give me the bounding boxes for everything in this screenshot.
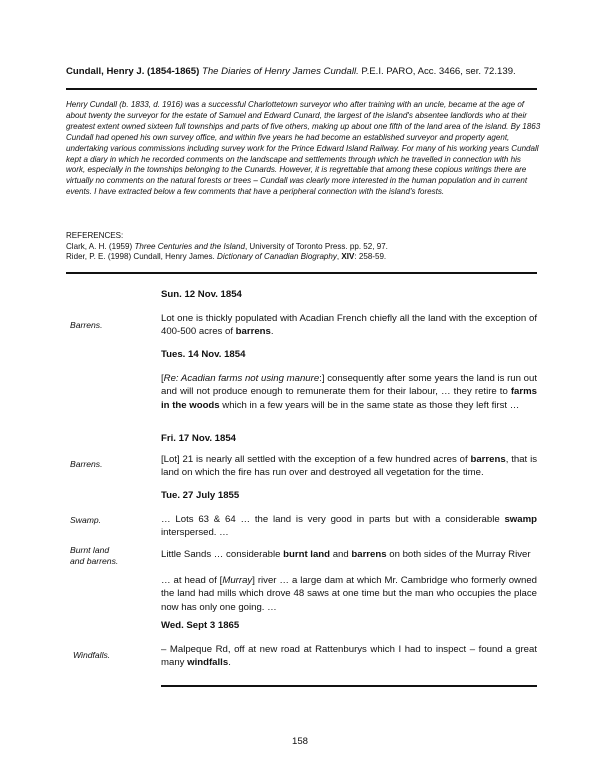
citation-title: The Diaries of Henry James Cundall. [201,66,359,77]
entry-date: Tue. 27 July 1855 [161,490,240,501]
entry-text: – Malpeque Rd, off at new road at Rattenburys which I had to inspect – found a great many windfalls. [161,644,537,669]
margin-note: Burnt land and barrens. [70,545,119,566]
margin-note: Windfalls. [73,650,111,660]
entry-text: … at head of [Murray] river … a large dam at which Mr. Cambridge who formerly owned the land had mills which drove 48 saws at one time but the man who occupies the place now has only one going. … [161,575,537,613]
entry-date: Sun. 12 Nov. 1854 [161,289,242,300]
citation-header [66,66,546,78]
margin-note: Barrens. [70,320,103,330]
entry-text: Lot one is thickly populated with Acadian French chiefly all the land with the exception of 400-500 acres of barrens. [161,313,537,338]
reference-item-rider: Rider, P. E. (1998) Cundall, Henry James. Dictionary of Canadian Biography, XIV: 258-59. [66,252,387,262]
entry-text: … Lots 63 & 64 … the land is very good in parts but with a considerable swamp interspersed. … [161,514,537,539]
citation-source: P.E.I. PARO, Acc. 3466, ser. 72.139. [361,66,516,77]
margin-note: Swamp. [70,515,102,525]
header-divider [66,88,537,90]
intro-divider [66,272,537,274]
reference-item-clark: Clark, A. H. (1959) Three Centuries and the Island, University of Toronto Press. pp. 52, 97. [66,241,388,251]
entry-date: Tues. 14 Nov. 1854 [161,349,246,360]
references-heading: REFERENCES: [66,231,124,240]
margin-note: Barrens. [70,459,103,469]
closing-divider [161,685,537,687]
references-section [66,231,542,263]
page-number: 158 [291,736,308,747]
entry-date: Wed. Sept 3 1865 [161,620,240,631]
entry-date: Fri. 17 Nov. 1854 [161,433,237,444]
entry-text: [Lot] 21 is nearly all settled with the exception of a few hundred acres of barrens, that is land on which the fire has run over and destroyed all vegetation for the time. [161,454,537,479]
entry-text: [Re: Acadian farms not using manure:] consequently after some years the land is run out and will not produce enough to remunerate them for their labour, … they retire to farms in the woods which in a few years will be in the same state as those they left first … [161,373,537,411]
citation-author: Cundall, Henry J. (1854-1865) [66,66,200,77]
entry-text: Little Sands … considerable burnt land and barrens on both sides of the Murray River [161,549,531,560]
intro-paragraph: Henry Cundall (b. 1833, d. 1916) was a successful Charlottetown surveyor who after training with an uncle, became at the age of about twenty the surveyor for the estate of Samuel and Edward Cunard, the largest of the island's absentee landlords who at their greatest extent owned sixteen full townships and parts of five others, making up about one fifth of the land area of the island. By 1863 Cundall had opened his own survey office, and within five years he had become an established surveyor and property agent, undertaking various commissions including survey work for the Prince Edward Island Railway. For many of his working years Cundall kept a diary in which he recorded comments on the landscape and settlements through which he travelled in connection with his work, especially in the townships belonging to the Cunards. However, it is regrettable that among these copious writings there are virtually no comments on the natural forests or trees – Cundall was clearly more interested in the human population and in current events. I have extracted below a few comments that have a peripheral connection with the island's forests. [66,100,541,197]
